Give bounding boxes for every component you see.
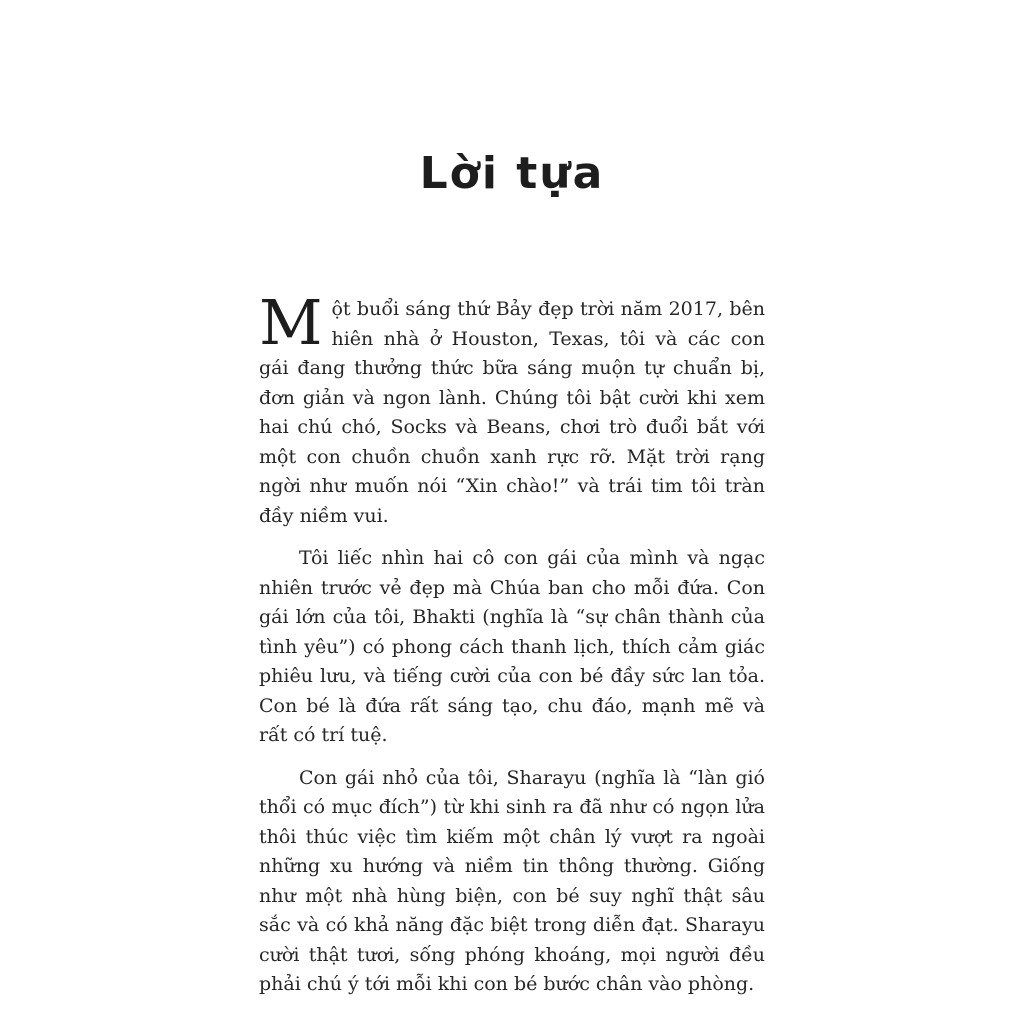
text-column — [259, 0, 765, 1000]
paragraph-2-text: Tôi liếc nhìn hai cô con gái của mình và ngạc nhiên trước vẻ đẹp mà Chúa ban cho mỗi đứa. Con gái lớn của tôi, Bhakti (nghĩa là “sự chân thành của tình yêu”) có phong cách thanh lịch, thích cảm giác phiêu lưu, và tiếng cười của con bé đầy sức lan tỏa. Con bé là đứa rất sáng tạo, chu đáo, mạnh mẽ và rất có trí tuệ. — [259, 547, 765, 746]
paragraph-3 — [259, 764, 765, 1000]
paragraph-2 — [259, 544, 765, 751]
chapter-title: Lời tựa — [419, 148, 605, 199]
paragraph-1-text: ột buổi sáng thứ Bảy đẹp trời năm 2017, bên hiên nhà ở Houston, Texas, tôi và các con gái đang thưởng thức bữa sáng muộn tự chuẩn bị, đơn giản và ngon lành. Chúng tôi bật cười khi xem hai chú chó, Socks và Beans, chơi trò đuổi bắt với một con chuồn chuồn xanh rực rỡ. Mặt trời rạng ngời như muốn nói “Xin chào!” và trái tim tôi tràn đầy niềm vui. — [259, 298, 765, 527]
drop-cap-letter: M — [259, 286, 323, 359]
paragraph-1 — [259, 286, 765, 531]
paragraph-3-text: Con gái nhỏ của tôi, Sharayu (nghĩa là “làn gió thổi có mục đích”) từ khi sinh ra đã như có ngọn lửa thôi thúc việc tìm kiếm một chân lý vượt ra ngoài những xu hướng và niềm tin thông thường. Giống như một nhà hùng biện, con bé suy nghĩ thật sâu sắc và có khả năng đặc biệt trong diễn đạt. Sharayu cười thật tươi, sống phóng khoáng, mọi người đều phải chú ý tới mỗi khi con bé bước chân vào phòng. — [259, 766, 765, 995]
body-text — [259, 286, 765, 1000]
